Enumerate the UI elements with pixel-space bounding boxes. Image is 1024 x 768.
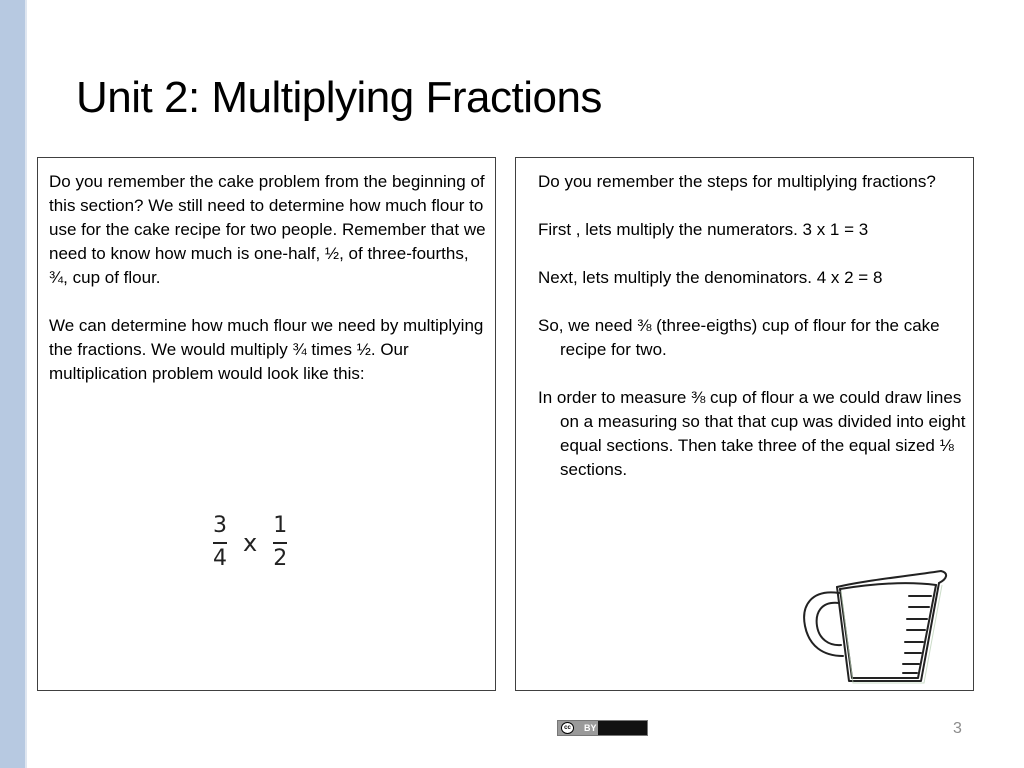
denominator: 2 — [273, 546, 288, 571]
right-paragraph-5: In order to measure ⅜ cup of flour a we could draw lines on a measuring so that that cup was divided into eight equal sections. Then take three of the equal sized ⅛ sections. — [538, 388, 966, 479]
fraction-right — [273, 514, 287, 571]
right-paragraph-4: So, we need ⅜ (three-eigths) cup of flour for the cake recipe for two. — [538, 316, 940, 359]
fraction-left — [213, 514, 227, 571]
left-paragraph-1: Do you remember the cake problem from the beginning of this section? We still need to determine how much flour to use for the cake recipe for two people. Remember that we need to know how much is one-half, ½, of three-fourths, ¾, cup of flour. — [49, 172, 486, 287]
left-content-box — [37, 157, 496, 691]
times-operator: x — [243, 528, 258, 557]
right-paragraph-1: Do you remember the steps for multiplying fractions? — [538, 172, 936, 191]
right-paragraph-2: First , lets multiply the numerators. 3 x 1 = 3 — [538, 220, 869, 239]
cc-by-label: BY — [584, 723, 597, 733]
numerator: 1 — [273, 513, 288, 538]
right-paragraph-3: Next, lets multiply the denominators. 4 x 2 = 8 — [538, 268, 883, 287]
left-text-block — [49, 170, 489, 386]
page-number: 3 — [953, 720, 962, 737]
left-paragraph-2: We can determine how much flour we need by multiplying the fractions. We would multiply ¾ times ½. Our multiplication problem would look like this: — [49, 316, 484, 383]
fraction-bar — [213, 542, 227, 544]
fraction-bar — [273, 542, 287, 544]
measuring-cup-icon — [791, 551, 966, 691]
right-content-box — [515, 157, 974, 691]
cc-by-license-badge[interactable] — [557, 720, 648, 736]
numerator: 3 — [213, 513, 227, 538]
cc-icon: cc — [561, 722, 574, 734]
sidebar-accent — [0, 0, 25, 768]
slide-title: Unit 2: Multiplying Fractions — [76, 73, 602, 122]
sidebar-edge — [25, 0, 27, 768]
fraction-equation — [213, 514, 287, 571]
right-text-block — [538, 170, 968, 482]
denominator: 4 — [213, 546, 227, 571]
